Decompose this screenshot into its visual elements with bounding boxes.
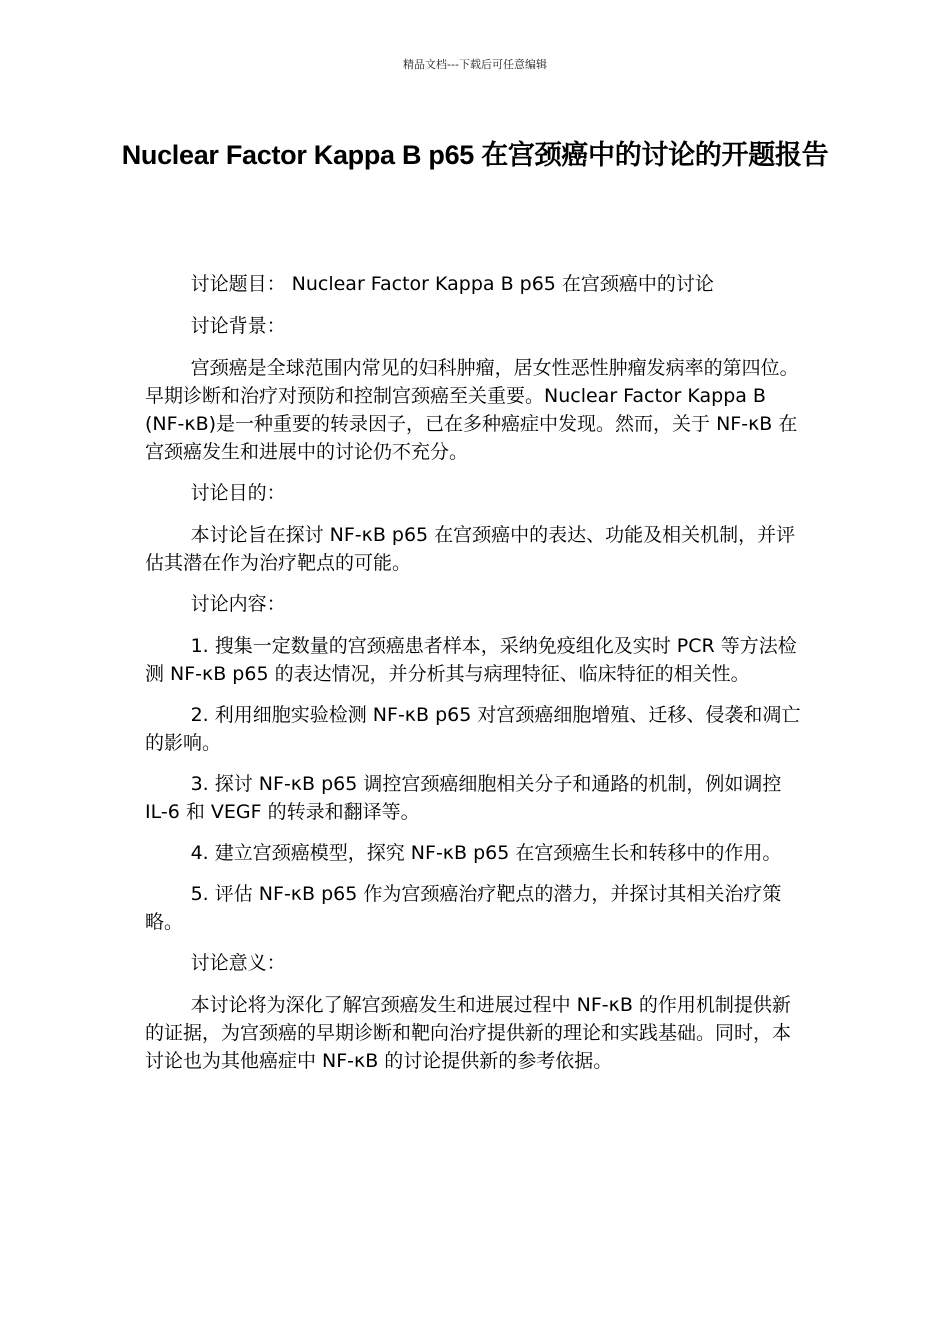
content-item-4: 4. 建立宫颈癌模型，探究 NF-κB p65 在宫颈癌生长和转移中的作用。 — [190, 842, 782, 864]
significance-paragraph: 本讨论将为深化了解宫颈癌发生和进展过程中 NF-κB 的作用机制提供新的证据，为宫颈癌的早期诊断和靶向治疗提供新的理论和实践基础。同时，本讨论也为其他癌症中 NF-κB 的讨论提供新的参考依据。 — [145, 994, 792, 1072]
background-paragraph: 宫颈癌是全球范围内常见的妇科肿瘤，居女性恶性肿瘤发病率的第四位。早期诊断和治疗对预防和控制宫颈癌至关重要。Nuclear Factor Kappa B (NF-κB)是一种重要的转录因子，已在多种癌症中发现。然而，关于 NF-κB 在宫颈癌发生和进展中的讨论仍不充分。 — [145, 357, 799, 463]
content-item-1: 1. 搜集一定数量的宫颈癌患者样本，采纳免疫组化及实时 PCR 等方法检测 NF-κB p65 的表达情况，并分析其与病理特征、临床特征的相关性。 — [145, 635, 797, 685]
document-title: Nuclear Factor Kappa B p65 在宫颈癌中的讨论的开题报告 — [121, 140, 829, 170]
purpose-label: 讨论目的： — [190, 482, 286, 504]
content-label: 讨论内容： — [190, 593, 286, 615]
significance-label: 讨论意义： — [190, 952, 286, 974]
page-header: 精品文档---下载后可任意编辑 — [403, 58, 547, 71]
document-body — [145, 270, 805, 1088]
purpose-paragraph: 本讨论旨在探讨 NF-κB p65 在宫颈癌中的表达、功能及相关机制，并评估其潜在作为治疗靶点的可能。 — [145, 524, 796, 574]
content-item-5: 5. 评估 NF-κB p65 作为宫颈癌治疗靶点的潜力，并探讨其相关治疗策略。 — [145, 883, 782, 933]
content-item-3: 3. 探讨 NF-κB p65 调控宫颈癌细胞相关分子和通路的机制，例如调控 IL-6 和 VEGF 的转录和翻译等。 — [145, 773, 782, 823]
content-item-2: 2. 利用细胞实验检测 NF-κB p65 对宫颈癌细胞增殖、迁移、侵袭和凋亡的影响。 — [145, 704, 801, 754]
background-label: 讨论背景： — [190, 315, 286, 337]
topic-line: 讨论题目： Nuclear Factor Kappa B p65 在宫颈癌中的讨论 — [190, 273, 714, 295]
